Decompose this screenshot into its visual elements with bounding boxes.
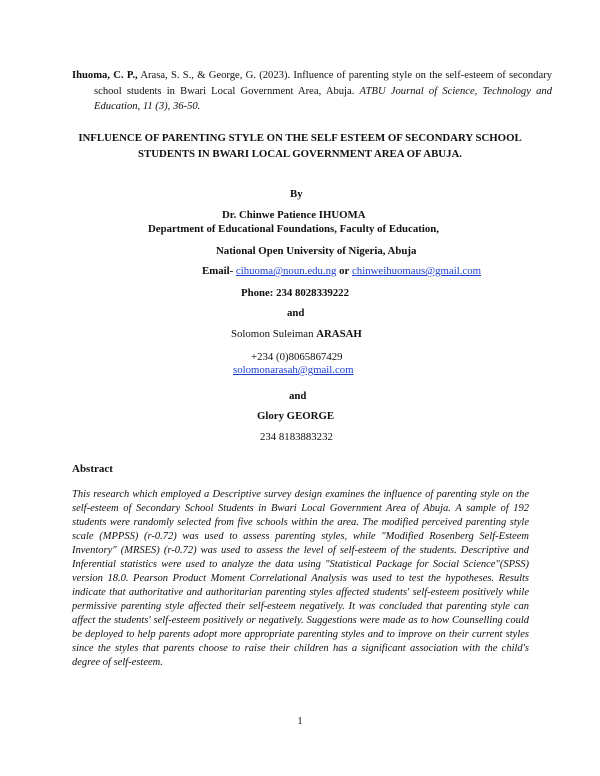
by-label: By: [290, 188, 303, 200]
author2-email-link[interactable]: solomonarasah@gmail.com: [233, 364, 354, 376]
author3-name: Glory GEORGE: [257, 410, 335, 422]
email-label: Email-: [202, 265, 234, 277]
abstract-text: This research which employed a Descriptive survey design examines the influence of parenting style on the self-esteem of Secondary School Students in Bwari Local Government Area of Abuja. A sample of 192 students were randomly selected from five schools within the area. The modified perceived parenting style scale (MPPSS) (r-0.72) was used to assess parenting styles, while "Modified Rosenberg Self-Esteem Inventory" (MRSES) (r-0.72) was used to assess the level of self-esteem of the students. Descriptive and Inferential statistics were used to analyze the data using "Statistical Package for Social Science"(SPSS) version 18.0. Pearson Product Moment Correlational Analysis was used to test the hypotheses. Results indicate that authoritative and authoritarian parenting styles affected students' self-esteem positively while permissive parenting style affected their self-esteem negatively. It was concluded that parenting style can affect the students' self-esteem positively or negatively. Suggestions were made as to how Counselling could be deployed to help parents adopt more appropriate parenting styles and to improve on their current styles since the styles that parents choose to raise their children has a significant association with the child's degree of self-esteem.: [72, 489, 529, 668]
and-2: and: [289, 390, 307, 402]
citation: [72, 68, 552, 115]
author1-university: National Open University of Nigeria, Abuja: [216, 245, 417, 257]
email-or: or: [339, 265, 350, 277]
email-link-2[interactable]: chinweihuomaus@gmail.com: [352, 265, 481, 277]
author1-department: Department of Educational Foundations, Faculty of Education,: [148, 223, 439, 235]
and-1: and: [287, 307, 305, 319]
abstract-heading: Abstract: [72, 463, 113, 475]
citation-text: Arasa, S. S., & George, G. (2023). Influence of parenting style on the self-esteem of secondary school students in Bwari Local Government Area, Abuja.: [94, 70, 552, 97]
author1-email-line: [202, 265, 481, 277]
author2-phone: +234 (0)8065867429: [251, 351, 343, 363]
author2-name-bold: ARASAH: [316, 328, 362, 340]
author3-phone: 234 8183883232: [260, 431, 333, 443]
email-link-1[interactable]: cihuoma@noun.edu.ng: [235, 265, 337, 277]
author2-name-plain: Solomon Suleiman: [231, 328, 317, 340]
author1-phone: Phone: 234 8028339222: [241, 287, 349, 299]
citation-authors: Ihuoma, C. P.,: [72, 70, 138, 81]
paper-title: INFLUENCE OF PARENTING STYLE ON THE SELF ESTEEM OF SECONDARY SCHOOL STUDENTS IN BWARI LOCAL GOVERNMENT AREA OF ABUJA.: [78, 132, 522, 160]
author1-name: Dr. Chinwe Patience IHUOMA: [222, 209, 366, 221]
author2-name: [231, 328, 362, 340]
page-number: 1: [297, 716, 303, 727]
citation-journal: ATBU Journal of Science, Technology and Education, 11 (3), 36-50.: [94, 85, 552, 112]
